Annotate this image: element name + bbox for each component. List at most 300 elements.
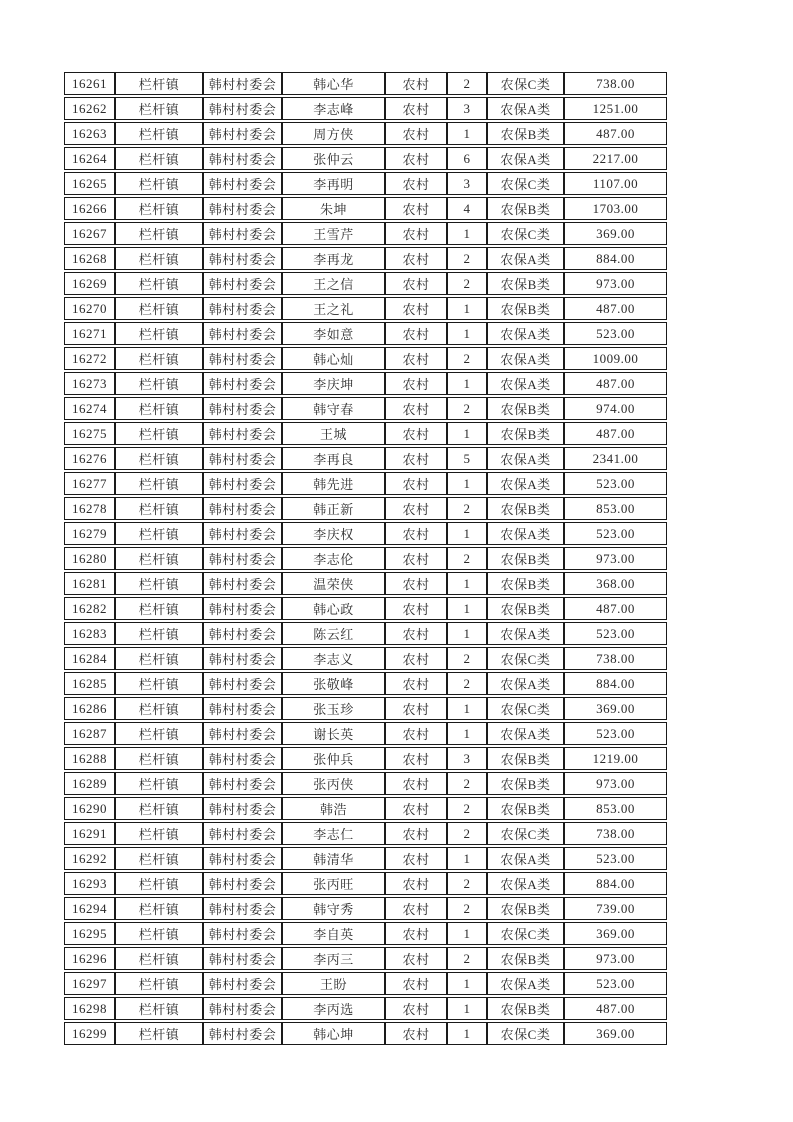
cell-amount: 738.00 xyxy=(564,647,667,670)
cell-name: 韩浩 xyxy=(282,797,385,820)
cell-village: 韩村村委会 xyxy=(203,947,282,970)
cell-residence: 农村 xyxy=(385,97,447,120)
cell-id: 16272 xyxy=(64,347,115,370)
table-row xyxy=(64,147,667,170)
cell-name: 李庆权 xyxy=(282,522,385,545)
cell-town: 栏杆镇 xyxy=(115,497,203,520)
cell-village: 韩村村委会 xyxy=(203,922,282,945)
cell-id: 16269 xyxy=(64,272,115,295)
cell-village: 韩村村委会 xyxy=(203,397,282,420)
cell-count: 1 xyxy=(447,847,487,870)
cell-town: 栏杆镇 xyxy=(115,222,203,245)
cell-amount: 1107.00 xyxy=(564,172,667,195)
cell-count: 4 xyxy=(447,197,487,220)
cell-residence: 农村 xyxy=(385,147,447,170)
cell-count: 5 xyxy=(447,447,487,470)
cell-name: 韩守春 xyxy=(282,397,385,420)
cell-amount: 523.00 xyxy=(564,972,667,995)
cell-name: 周方侠 xyxy=(282,122,385,145)
cell-category: 农保A类 xyxy=(487,622,564,645)
cell-count: 1 xyxy=(447,422,487,445)
cell-category: 农保B类 xyxy=(487,272,564,295)
cell-residence: 农村 xyxy=(385,622,447,645)
table-row xyxy=(64,197,667,220)
cell-category: 农保B类 xyxy=(487,797,564,820)
cell-amount: 1703.00 xyxy=(564,197,667,220)
cell-category: 农保B类 xyxy=(487,297,564,320)
cell-town: 栏杆镇 xyxy=(115,322,203,345)
table-row xyxy=(64,122,667,145)
cell-category: 农保A类 xyxy=(487,972,564,995)
cell-residence: 农村 xyxy=(385,297,447,320)
cell-town: 栏杆镇 xyxy=(115,597,203,620)
cell-residence: 农村 xyxy=(385,822,447,845)
cell-village: 韩村村委会 xyxy=(203,597,282,620)
cell-amount: 523.00 xyxy=(564,322,667,345)
cell-amount: 368.00 xyxy=(564,572,667,595)
cell-id: 16277 xyxy=(64,472,115,495)
cell-name: 李志伦 xyxy=(282,547,385,570)
cell-id: 16275 xyxy=(64,422,115,445)
cell-residence: 农村 xyxy=(385,422,447,445)
cell-category: 农保A类 xyxy=(487,347,564,370)
cell-name: 李自英 xyxy=(282,922,385,945)
cell-residence: 农村 xyxy=(385,397,447,420)
cell-category: 农保C类 xyxy=(487,1022,564,1045)
cell-name: 韩心华 xyxy=(282,72,385,95)
table-row xyxy=(64,72,667,95)
cell-name: 张丙旺 xyxy=(282,872,385,895)
cell-category: 农保C类 xyxy=(487,647,564,670)
cell-town: 栏杆镇 xyxy=(115,1022,203,1045)
table-row xyxy=(64,772,667,795)
cell-count: 1 xyxy=(447,122,487,145)
cell-name: 李丙选 xyxy=(282,997,385,1020)
cell-category: 农保A类 xyxy=(487,147,564,170)
cell-id: 16273 xyxy=(64,372,115,395)
cell-town: 栏杆镇 xyxy=(115,397,203,420)
cell-id: 16261 xyxy=(64,72,115,95)
cell-name: 李如意 xyxy=(282,322,385,345)
cell-amount: 523.00 xyxy=(564,722,667,745)
cell-count: 1 xyxy=(447,997,487,1020)
cell-count: 1 xyxy=(447,972,487,995)
cell-village: 韩村村委会 xyxy=(203,72,282,95)
cell-residence: 农村 xyxy=(385,997,447,1020)
cell-category: 农保B类 xyxy=(487,772,564,795)
cell-name: 韩心灿 xyxy=(282,347,385,370)
cell-town: 栏杆镇 xyxy=(115,722,203,745)
cell-id: 16292 xyxy=(64,847,115,870)
cell-category: 农保A类 xyxy=(487,247,564,270)
cell-count: 3 xyxy=(447,747,487,770)
cell-village: 韩村村委会 xyxy=(203,422,282,445)
cell-town: 栏杆镇 xyxy=(115,647,203,670)
cell-count: 1 xyxy=(447,322,487,345)
cell-village: 韩村村委会 xyxy=(203,147,282,170)
cell-residence: 农村 xyxy=(385,922,447,945)
table-row xyxy=(64,172,667,195)
cell-amount: 523.00 xyxy=(564,472,667,495)
cell-id: 16274 xyxy=(64,397,115,420)
cell-residence: 农村 xyxy=(385,722,447,745)
table-row xyxy=(64,522,667,545)
cell-id: 16281 xyxy=(64,572,115,595)
cell-village: 韩村村委会 xyxy=(203,747,282,770)
cell-amount: 739.00 xyxy=(564,897,667,920)
cell-category: 农保B类 xyxy=(487,747,564,770)
cell-name: 王之礼 xyxy=(282,297,385,320)
cell-residence: 农村 xyxy=(385,522,447,545)
cell-town: 栏杆镇 xyxy=(115,672,203,695)
cell-town: 栏杆镇 xyxy=(115,422,203,445)
table-row xyxy=(64,422,667,445)
table-row xyxy=(64,222,667,245)
cell-residence: 农村 xyxy=(385,347,447,370)
cell-town: 栏杆镇 xyxy=(115,822,203,845)
cell-residence: 农村 xyxy=(385,672,447,695)
cell-village: 韩村村委会 xyxy=(203,247,282,270)
cell-count: 2 xyxy=(447,72,487,95)
cell-count: 2 xyxy=(447,947,487,970)
cell-count: 2 xyxy=(447,397,487,420)
cell-amount: 369.00 xyxy=(564,222,667,245)
cell-category: 农保A类 xyxy=(487,472,564,495)
cell-amount: 973.00 xyxy=(564,772,667,795)
cell-category: 农保C类 xyxy=(487,172,564,195)
cell-count: 3 xyxy=(447,172,487,195)
cell-id: 16270 xyxy=(64,297,115,320)
cell-count: 1 xyxy=(447,597,487,620)
table-row xyxy=(64,572,667,595)
table-row xyxy=(64,272,667,295)
cell-id: 16268 xyxy=(64,247,115,270)
cell-count: 2 xyxy=(447,247,487,270)
cell-amount: 487.00 xyxy=(564,422,667,445)
cell-category: 农保C类 xyxy=(487,697,564,720)
cell-id: 16297 xyxy=(64,972,115,995)
cell-count: 2 xyxy=(447,897,487,920)
cell-count: 2 xyxy=(447,797,487,820)
cell-village: 韩村村委会 xyxy=(203,897,282,920)
cell-name: 陈云红 xyxy=(282,622,385,645)
cell-id: 16284 xyxy=(64,647,115,670)
cell-village: 韩村村委会 xyxy=(203,1022,282,1045)
cell-count: 2 xyxy=(447,872,487,895)
cell-name: 李再龙 xyxy=(282,247,385,270)
cell-amount: 2341.00 xyxy=(564,447,667,470)
table-row xyxy=(64,697,667,720)
cell-name: 李志峰 xyxy=(282,97,385,120)
table-row xyxy=(64,747,667,770)
cell-count: 1 xyxy=(447,522,487,545)
cell-residence: 农村 xyxy=(385,247,447,270)
cell-count: 2 xyxy=(447,672,487,695)
table-row xyxy=(64,372,667,395)
cell-amount: 884.00 xyxy=(564,872,667,895)
cell-amount: 369.00 xyxy=(564,922,667,945)
cell-amount: 487.00 xyxy=(564,372,667,395)
table-row xyxy=(64,497,667,520)
cell-name: 王雪芹 xyxy=(282,222,385,245)
cell-amount: 1251.00 xyxy=(564,97,667,120)
table-row xyxy=(64,947,667,970)
cell-village: 韩村村委会 xyxy=(203,572,282,595)
cell-residence: 农村 xyxy=(385,847,447,870)
cell-count: 1 xyxy=(447,697,487,720)
cell-category: 农保B类 xyxy=(487,397,564,420)
table-row xyxy=(64,872,667,895)
cell-town: 栏杆镇 xyxy=(115,747,203,770)
cell-amount: 853.00 xyxy=(564,797,667,820)
cell-id: 16266 xyxy=(64,197,115,220)
cell-town: 栏杆镇 xyxy=(115,297,203,320)
cell-id: 16279 xyxy=(64,522,115,545)
table-row xyxy=(64,547,667,570)
cell-town: 栏杆镇 xyxy=(115,997,203,1020)
cell-town: 栏杆镇 xyxy=(115,872,203,895)
table-row xyxy=(64,822,667,845)
cell-town: 栏杆镇 xyxy=(115,72,203,95)
cell-id: 16265 xyxy=(64,172,115,195)
cell-category: 农保A类 xyxy=(487,97,564,120)
cell-village: 韩村村委会 xyxy=(203,722,282,745)
cell-town: 栏杆镇 xyxy=(115,247,203,270)
cell-id: 16262 xyxy=(64,97,115,120)
cell-amount: 523.00 xyxy=(564,847,667,870)
table-row xyxy=(64,897,667,920)
cell-name: 温荣侠 xyxy=(282,572,385,595)
cell-category: 农保B类 xyxy=(487,422,564,445)
cell-village: 韩村村委会 xyxy=(203,772,282,795)
cell-town: 栏杆镇 xyxy=(115,97,203,120)
cell-count: 1 xyxy=(447,222,487,245)
cell-amount: 487.00 xyxy=(564,997,667,1020)
cell-amount: 369.00 xyxy=(564,697,667,720)
cell-name: 李庆坤 xyxy=(282,372,385,395)
cell-town: 栏杆镇 xyxy=(115,622,203,645)
cell-village: 韩村村委会 xyxy=(203,847,282,870)
cell-category: 农保A类 xyxy=(487,447,564,470)
cell-village: 韩村村委会 xyxy=(203,447,282,470)
cell-amount: 1009.00 xyxy=(564,347,667,370)
cell-name: 李志义 xyxy=(282,647,385,670)
cell-count: 1 xyxy=(447,472,487,495)
cell-category: 农保A类 xyxy=(487,672,564,695)
cell-amount: 973.00 xyxy=(564,947,667,970)
cell-count: 1 xyxy=(447,622,487,645)
cell-village: 韩村村委会 xyxy=(203,522,282,545)
table-row xyxy=(64,247,667,270)
cell-count: 1 xyxy=(447,572,487,595)
cell-id: 16282 xyxy=(64,597,115,620)
table-row xyxy=(64,597,667,620)
cell-village: 韩村村委会 xyxy=(203,797,282,820)
cell-count: 3 xyxy=(447,97,487,120)
cell-village: 韩村村委会 xyxy=(203,97,282,120)
cell-village: 韩村村委会 xyxy=(203,647,282,670)
cell-village: 韩村村委会 xyxy=(203,272,282,295)
cell-town: 栏杆镇 xyxy=(115,897,203,920)
cell-town: 栏杆镇 xyxy=(115,772,203,795)
cell-amount: 487.00 xyxy=(564,297,667,320)
table-row xyxy=(64,97,667,120)
cell-amount: 974.00 xyxy=(564,397,667,420)
cell-count: 1 xyxy=(447,1022,487,1045)
cell-id: 16286 xyxy=(64,697,115,720)
cell-town: 栏杆镇 xyxy=(115,847,203,870)
cell-amount: 853.00 xyxy=(564,497,667,520)
cell-residence: 农村 xyxy=(385,472,447,495)
cell-count: 1 xyxy=(447,372,487,395)
cell-residence: 农村 xyxy=(385,947,447,970)
cell-residence: 农村 xyxy=(385,372,447,395)
cell-village: 韩村村委会 xyxy=(203,472,282,495)
cell-count: 2 xyxy=(447,497,487,520)
cell-name: 张敬峰 xyxy=(282,672,385,695)
table-row xyxy=(64,1022,667,1045)
cell-residence: 农村 xyxy=(385,272,447,295)
cell-id: 16280 xyxy=(64,547,115,570)
cell-id: 16271 xyxy=(64,322,115,345)
cell-amount: 884.00 xyxy=(564,247,667,270)
cell-name: 谢长英 xyxy=(282,722,385,745)
cell-category: 农保C类 xyxy=(487,222,564,245)
cell-town: 栏杆镇 xyxy=(115,572,203,595)
cell-name: 张仲云 xyxy=(282,147,385,170)
table-row xyxy=(64,472,667,495)
cell-count: 1 xyxy=(447,722,487,745)
table-row xyxy=(64,847,667,870)
cell-village: 韩村村委会 xyxy=(203,672,282,695)
cell-name: 朱坤 xyxy=(282,197,385,220)
cell-count: 6 xyxy=(447,147,487,170)
cell-id: 16289 xyxy=(64,772,115,795)
cell-name: 韩心坤 xyxy=(282,1022,385,1045)
cell-town: 栏杆镇 xyxy=(115,922,203,945)
cell-residence: 农村 xyxy=(385,697,447,720)
cell-residence: 农村 xyxy=(385,122,447,145)
cell-id: 16263 xyxy=(64,122,115,145)
cell-amount: 884.00 xyxy=(564,672,667,695)
table-row xyxy=(64,797,667,820)
cell-residence: 农村 xyxy=(385,447,447,470)
cell-name: 张丙侠 xyxy=(282,772,385,795)
cell-residence: 农村 xyxy=(385,597,447,620)
cell-count: 1 xyxy=(447,297,487,320)
cell-residence: 农村 xyxy=(385,897,447,920)
cell-id: 16293 xyxy=(64,872,115,895)
cell-category: 农保B类 xyxy=(487,122,564,145)
cell-category: 农保A类 xyxy=(487,847,564,870)
cell-name: 张仲兵 xyxy=(282,747,385,770)
cell-amount: 487.00 xyxy=(564,597,667,620)
cell-category: 农保B类 xyxy=(487,947,564,970)
cell-id: 16298 xyxy=(64,997,115,1020)
cell-category: 农保A类 xyxy=(487,722,564,745)
cell-count: 1 xyxy=(447,922,487,945)
cell-name: 王之信 xyxy=(282,272,385,295)
table-row xyxy=(64,622,667,645)
cell-category: 农保B类 xyxy=(487,497,564,520)
cell-amount: 2217.00 xyxy=(564,147,667,170)
cell-village: 韩村村委会 xyxy=(203,697,282,720)
cell-count: 2 xyxy=(447,822,487,845)
table-row xyxy=(64,722,667,745)
table-row xyxy=(64,347,667,370)
cell-category: 农保B类 xyxy=(487,897,564,920)
cell-town: 栏杆镇 xyxy=(115,147,203,170)
cell-amount: 973.00 xyxy=(564,272,667,295)
cell-id: 16267 xyxy=(64,222,115,245)
cell-id: 16290 xyxy=(64,797,115,820)
cell-village: 韩村村委会 xyxy=(203,622,282,645)
cell-residence: 农村 xyxy=(385,972,447,995)
cell-residence: 农村 xyxy=(385,222,447,245)
cell-id: 16287 xyxy=(64,722,115,745)
cell-residence: 农村 xyxy=(385,72,447,95)
table-row xyxy=(64,672,667,695)
cell-residence: 农村 xyxy=(385,197,447,220)
cell-residence: 农村 xyxy=(385,497,447,520)
cell-residence: 农村 xyxy=(385,547,447,570)
cell-amount: 523.00 xyxy=(564,622,667,645)
cell-village: 韩村村委会 xyxy=(203,547,282,570)
cell-residence: 农村 xyxy=(385,872,447,895)
cell-village: 韩村村委会 xyxy=(203,172,282,195)
cell-name: 韩守秀 xyxy=(282,897,385,920)
cell-residence: 农村 xyxy=(385,797,447,820)
table-row xyxy=(64,297,667,320)
cell-id: 16264 xyxy=(64,147,115,170)
cell-village: 韩村村委会 xyxy=(203,822,282,845)
table-row xyxy=(64,647,667,670)
cell-id: 16283 xyxy=(64,622,115,645)
cell-residence: 农村 xyxy=(385,172,447,195)
cell-town: 栏杆镇 xyxy=(115,447,203,470)
cell-village: 韩村村委会 xyxy=(203,197,282,220)
cell-count: 2 xyxy=(447,347,487,370)
cell-town: 栏杆镇 xyxy=(115,272,203,295)
cell-village: 韩村村委会 xyxy=(203,972,282,995)
cell-category: 农保B类 xyxy=(487,597,564,620)
cell-category: 农保B类 xyxy=(487,997,564,1020)
cell-residence: 农村 xyxy=(385,772,447,795)
cell-amount: 487.00 xyxy=(564,122,667,145)
cell-name: 张玉珍 xyxy=(282,697,385,720)
table-row xyxy=(64,997,667,1020)
cell-count: 2 xyxy=(447,272,487,295)
cell-id: 16288 xyxy=(64,747,115,770)
cell-name: 韩正新 xyxy=(282,497,385,520)
cell-amount: 973.00 xyxy=(564,547,667,570)
cell-count: 2 xyxy=(447,772,487,795)
pension-roster-table xyxy=(64,70,667,1047)
cell-category: 农保A类 xyxy=(487,522,564,545)
cell-name: 王城 xyxy=(282,422,385,445)
cell-name: 王盼 xyxy=(282,972,385,995)
cell-category: 农保C类 xyxy=(487,922,564,945)
cell-village: 韩村村委会 xyxy=(203,122,282,145)
cell-category: 农保B类 xyxy=(487,197,564,220)
table-row xyxy=(64,447,667,470)
cell-town: 栏杆镇 xyxy=(115,972,203,995)
cell-town: 栏杆镇 xyxy=(115,172,203,195)
cell-village: 韩村村委会 xyxy=(203,347,282,370)
cell-id: 16299 xyxy=(64,1022,115,1045)
cell-name: 李再明 xyxy=(282,172,385,195)
cell-amount: 369.00 xyxy=(564,1022,667,1045)
